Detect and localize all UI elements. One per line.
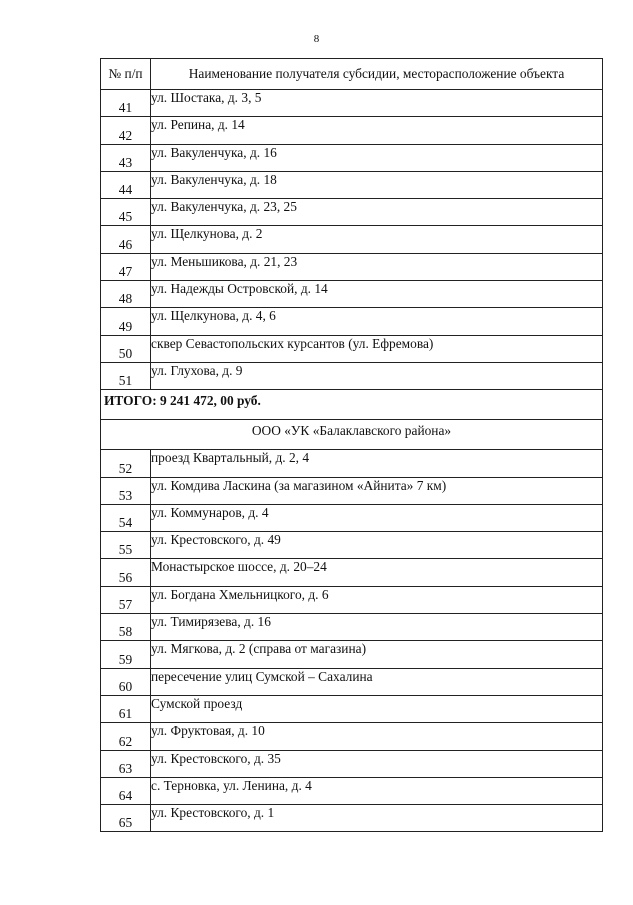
- table-row: [101, 723, 603, 750]
- row-number: 42: [101, 117, 151, 144]
- row-address: ул. Коммунаров, д. 4: [151, 504, 603, 531]
- row-number: 45: [101, 199, 151, 226]
- table-row: [101, 199, 603, 226]
- row-number: 59: [101, 641, 151, 668]
- section-title: ООО «УК «Балаклавского района»: [101, 420, 603, 450]
- row-address: ул. Мягкова, д. 2 (справа от магазина): [151, 641, 603, 668]
- table-row: [101, 614, 603, 641]
- row-number: 44: [101, 171, 151, 198]
- row-address: ул. Крестовского, д. 1: [151, 805, 603, 832]
- row-address: Монастырское шоссе, д. 20–24: [151, 559, 603, 586]
- table-row: [101, 362, 603, 389]
- row-number: 52: [101, 450, 151, 477]
- row-number: 61: [101, 695, 151, 722]
- table-row: [101, 226, 603, 253]
- row-address: ул. Щелкунова, д. 4, 6: [151, 308, 603, 335]
- row-address: сквер Севастопольских курсантов (ул. Ефремова): [151, 335, 603, 362]
- row-address: ул. Тимирязева, д. 16: [151, 614, 603, 641]
- row-number: 46: [101, 226, 151, 253]
- table-row: [101, 308, 603, 335]
- row-address: ул. Крестовского, д. 49: [151, 532, 603, 559]
- row-address: ул. Вакуленчука, д. 16: [151, 144, 603, 171]
- row-number: 53: [101, 477, 151, 504]
- row-address: ул. Комдива Ласкина (за магазином «Айнита» 7 км): [151, 477, 603, 504]
- table-row: [101, 750, 603, 777]
- table-body: [101, 90, 603, 832]
- row-address: ул. Надежды Островской, д. 14: [151, 281, 603, 308]
- row-address: ул. Глухова, д. 9: [151, 362, 603, 389]
- total-sum: ИТОГО: 9 241 472, 00 руб.: [101, 390, 603, 420]
- row-address: ул. Шостака, д. 3, 5: [151, 90, 603, 117]
- row-number: 64: [101, 777, 151, 804]
- row-address: с. Терновка, ул. Ленина, д. 4: [151, 777, 603, 804]
- section-title-row: [101, 420, 603, 450]
- row-number: 65: [101, 805, 151, 832]
- table-row: [101, 504, 603, 531]
- table-row: [101, 90, 603, 117]
- table-row: [101, 532, 603, 559]
- subsidy-table: [100, 58, 603, 832]
- row-number: 48: [101, 281, 151, 308]
- row-number: 62: [101, 723, 151, 750]
- row-address: проезд Квартальный, д. 2, 4: [151, 450, 603, 477]
- table-row: [101, 477, 603, 504]
- table-header-row: [101, 59, 603, 90]
- row-address: ул. Вакуленчука, д. 18: [151, 171, 603, 198]
- row-address: Сумской проезд: [151, 695, 603, 722]
- row-address: ул. Вакуленчука, д. 23, 25: [151, 199, 603, 226]
- row-number: 54: [101, 504, 151, 531]
- page-number: 8: [313, 33, 320, 45]
- table-row: [101, 805, 603, 832]
- row-number: 60: [101, 668, 151, 695]
- table-row: [101, 586, 603, 613]
- table-row: [101, 559, 603, 586]
- row-number: 43: [101, 144, 151, 171]
- row-address: пересечение улиц Сумской – Сахалина: [151, 668, 603, 695]
- row-number: 57: [101, 586, 151, 613]
- table-row: [101, 335, 603, 362]
- row-number: 41: [101, 90, 151, 117]
- header-name: Наименование получателя субсидии, месторасположение объекта: [151, 59, 603, 90]
- total-sum-row: [101, 390, 603, 420]
- table-row: [101, 668, 603, 695]
- header-number: № п/п: [101, 59, 151, 90]
- row-address: ул. Меньшикова, д. 21, 23: [151, 253, 603, 280]
- row-number: 56: [101, 559, 151, 586]
- row-address: ул. Фруктовая, д. 10: [151, 723, 603, 750]
- row-number: 47: [101, 253, 151, 280]
- row-address: ул. Богдана Хмельницкого, д. 6: [151, 586, 603, 613]
- table-row: [101, 281, 603, 308]
- row-number: 51: [101, 362, 151, 389]
- row-address: ул. Крестовского, д. 35: [151, 750, 603, 777]
- row-number: 63: [101, 750, 151, 777]
- table-row: [101, 777, 603, 804]
- table-row: [101, 450, 603, 477]
- row-number: 55: [101, 532, 151, 559]
- table-row: [101, 144, 603, 171]
- table-row: [101, 117, 603, 144]
- row-address: ул. Репина, д. 14: [151, 117, 603, 144]
- row-number: 49: [101, 308, 151, 335]
- row-number: 50: [101, 335, 151, 362]
- row-number: 58: [101, 614, 151, 641]
- table-row: [101, 171, 603, 198]
- table-row: [101, 695, 603, 722]
- row-address: ул. Щелкунова, д. 2: [151, 226, 603, 253]
- table-row: [101, 641, 603, 668]
- table-row: [101, 253, 603, 280]
